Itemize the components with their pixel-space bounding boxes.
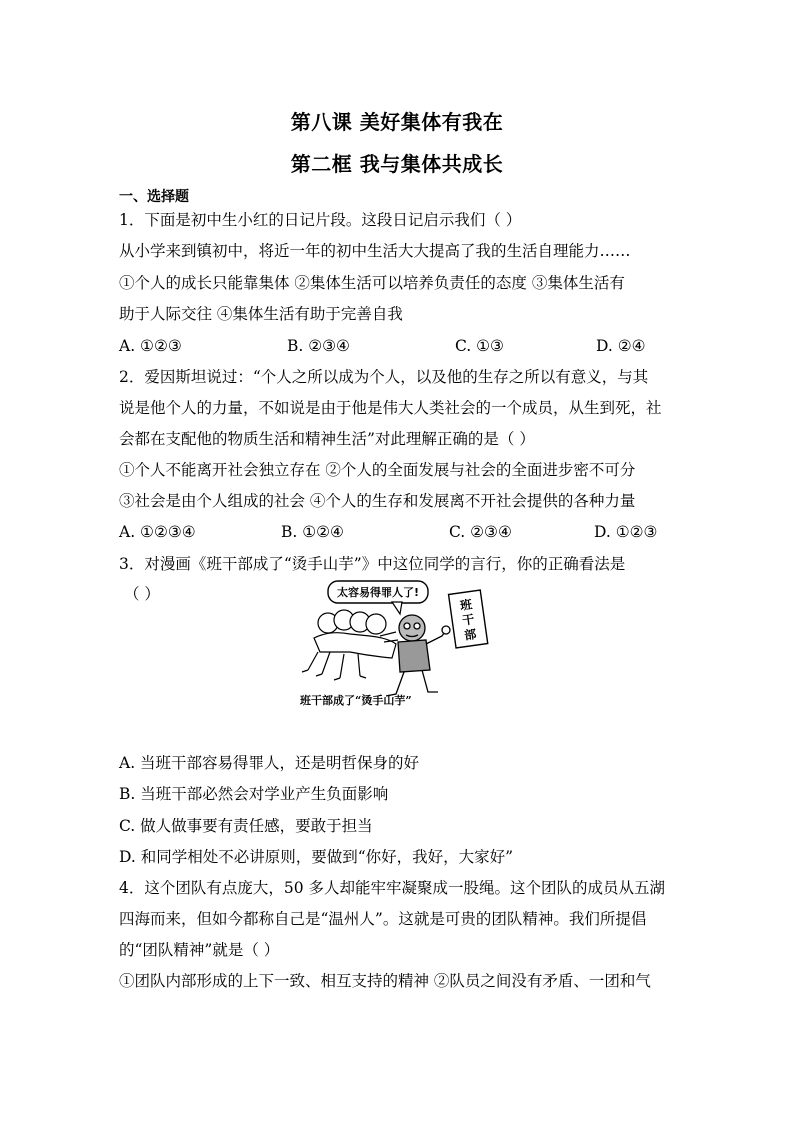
q2-items-line2: ③社会是由个人组成的社会 ④个人的生存和发展离不开社会提供的各种力量	[119, 492, 636, 510]
cartoon-caption: 班干部成了“烫手山芋”	[300, 694, 412, 707]
q3-line2: （ ）	[124, 585, 160, 603]
q4-line2: 四海而来，但如今都称自己是“温州人”。这就是可贵的团队精神。我们所提倡	[119, 910, 647, 928]
q2-line1: 2．爱因斯坦说过：“个人之所以成为个人，以及他的生存之所以有意义，与其	[119, 368, 649, 386]
q2-option-c: C. ②③④	[449, 523, 512, 541]
section-heading: 一、选择题	[119, 189, 189, 205]
q1-items-line1: ①个人的成长只能靠集体 ②集体生活可以培养负责任的态度 ③集体生活有	[119, 274, 625, 292]
sign-char-1: 班	[459, 597, 474, 613]
sign-board	[449, 590, 488, 648]
sign-char-2: 干	[461, 612, 476, 628]
q2-line3: 会都在支配他的物质生活和精神生活”对此理解正确的是（ ）	[119, 430, 535, 448]
q2-option-a: A. ①②③④	[119, 523, 196, 541]
section-title: 第二框 我与集体共成长	[290, 152, 504, 176]
q4-line1: 4．这个团队有点庞大，50 多人却能牢牢凝聚成一股绳。这个团队的成员从五湖	[119, 879, 666, 897]
q2-items-line1: ①个人不能离开社会独立存在 ②个人的全面发展与社会的全面进步密不可分	[119, 461, 636, 479]
q1-option-a: A. ①②③	[119, 337, 182, 355]
q3-option-d: D. 和同学相处不必讲原则，要做到“你好，我好，大家好”	[119, 848, 514, 866]
q2-option-b: B. ①②④	[281, 523, 344, 541]
lesson-title: 第八课 美好集体有我在	[290, 110, 504, 134]
sign-char-3: 部	[463, 627, 478, 643]
q3-option-a: A. 当班干部容易得罪人，还是明哲保身的好	[119, 754, 420, 772]
q4-line3: 的“团队精神”就是（ ）	[119, 941, 280, 959]
q2-line2: 说是他个人的力量，不如说是由于他是伟大人类社会的一个成员，从生到死，社	[119, 399, 662, 417]
q2-option-d: D. ①②③	[594, 523, 658, 541]
speech-bubble	[328, 581, 428, 614]
student-crowd	[302, 610, 398, 680]
cartoon-illustration	[300, 578, 500, 710]
q4-items-line1: ①团队内部形成的上下一致、相互支持的精神 ②队员之间没有矛盾、一团和气	[119, 972, 651, 990]
q1-diary: 从小学来到镇初中，将近一年的初中生活大大提高了我的生活自理能力……	[119, 242, 631, 260]
speech-text: 太容易得罪人了!	[336, 586, 420, 599]
q1-option-b: B. ②③④	[287, 337, 350, 355]
q3-line1: 3．对漫画《班干部成了“烫手山芋”》中这位同学的言行，你的正确看法是	[119, 555, 626, 573]
q3-option-c: C. 做人做事要有责任感，要敢于担当	[119, 817, 373, 835]
q3-option-b: B. 当班干部必然会对学业产生负面影响	[119, 785, 389, 803]
q1-option-d: D. ②④	[596, 337, 646, 355]
q1-option-c: C. ①③	[455, 337, 504, 355]
q1-items-line2: 助于人际交往 ④集体生活有助于完善自我	[119, 305, 403, 323]
main-student	[386, 615, 450, 696]
q1-stem: 1．下面是初中生小红的日记片段。这段日记启示我们（ ）	[119, 211, 522, 229]
